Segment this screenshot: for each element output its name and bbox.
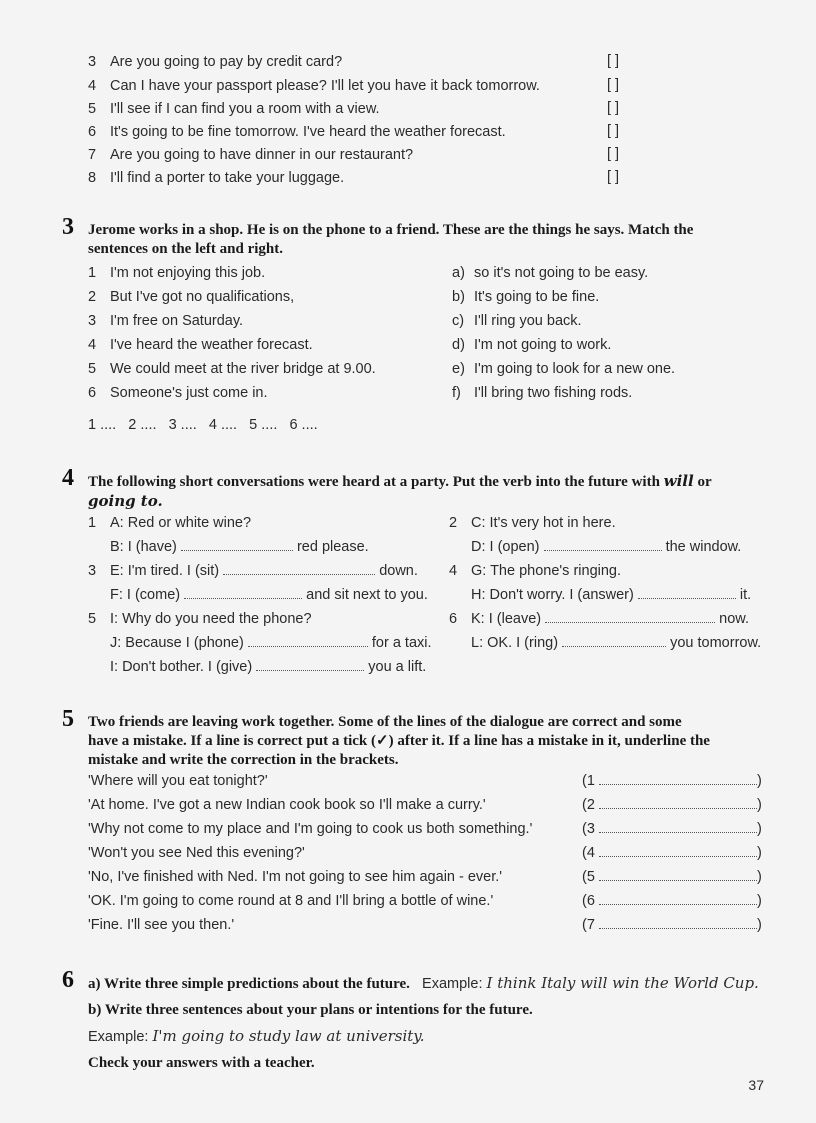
dialogue-line[interactable]: 'Fine. I'll see you then.' xyxy=(88,917,235,933)
conversation-line: 4 G: The phone's ringing. xyxy=(449,563,622,579)
blank[interactable] xyxy=(545,610,715,623)
conversation-line: L: OK. I (ring) you tomorrow. xyxy=(471,635,762,651)
dialogue-line[interactable]: 'Why not come to my place and I'm going to cook us both something.' xyxy=(88,821,533,837)
list-item: b) It's going to be fine. xyxy=(452,289,600,305)
conversation-line: 1 A: Red or white wine? xyxy=(88,515,252,531)
conversation-line: B: I (have) red please. xyxy=(110,539,369,555)
correction-bracket[interactable]: (1 ) xyxy=(582,773,762,789)
list-item: 7 Are you going to have dinner in our restaurant? xyxy=(88,147,414,163)
answer-bracket[interactable]: [ ] xyxy=(607,169,620,185)
blank[interactable] xyxy=(544,538,662,551)
list-item: 4 Can I have your passport please? I'll let you have it back tomorrow. xyxy=(88,78,540,94)
blank[interactable] xyxy=(638,586,736,599)
exercise-number: 5 xyxy=(62,706,74,732)
exercise-number: 6 xyxy=(62,967,74,993)
check-note: Check your answers with a teacher. xyxy=(88,1055,315,1071)
list-item: 5 We could meet at the river bridge at 9.00. xyxy=(88,361,376,377)
answer-bracket[interactable]: [ ] xyxy=(607,77,620,93)
blank[interactable] xyxy=(223,562,375,575)
answer-line[interactable]: 1 .... 2 .... 3 .... 4 .... 5 .... 6 .... xyxy=(88,417,318,433)
list-item: 3 I'm free on Saturday. xyxy=(88,313,244,329)
dialogue-line[interactable]: 'At home. I've got a new Indian cook book so I'll make a curry.' xyxy=(88,797,486,813)
correction-bracket[interactable]: (3 ) xyxy=(582,821,762,837)
list-item: 1 I'm not enjoying this job. xyxy=(88,265,266,281)
list-item: e) I'm going to look for a new one. xyxy=(452,361,676,377)
answer-bracket[interactable]: [ ] xyxy=(607,100,620,116)
task-a: a) Write three simple predictions about the future. Example: I think Italy will win the World Cup. xyxy=(88,974,759,992)
dialogue-line[interactable]: 'Where will you eat tonight?' xyxy=(88,773,268,789)
exercise-number: 3 xyxy=(62,214,74,240)
task-b: b) Write three sentences about your plans or intentions for the future. xyxy=(88,1002,533,1018)
list-item: a) so it's not going to be easy. xyxy=(452,265,649,281)
list-item: 3 Are you going to pay by credit card? xyxy=(88,54,343,70)
list-item: 2 But I've got no qualifications, xyxy=(88,289,295,305)
exercise-heading: Jerome works in a shop. He is on the phone to a friend. These are the things he says. Match the sentences on the left and right. xyxy=(88,222,694,257)
blank[interactable] xyxy=(181,538,293,551)
conversation-line: 6 K: I (leave) now. xyxy=(449,611,750,627)
blank[interactable] xyxy=(184,586,302,599)
conversation-line: 2 C: It's very hot in here. xyxy=(449,515,616,531)
list-item: 8 I'll find a porter to take your luggage. xyxy=(88,170,345,186)
page-number: 37 xyxy=(748,1077,764,1093)
correction-bracket[interactable]: (7 ) xyxy=(582,917,762,933)
exercise-heading: Two friends are leaving work together. Some of the lines of the dialogue are correct and some have a mistake. If a line is correct put a tick (✓) after it. If a line has a mistake in it, underline the mistake and write the correction in the brackets. xyxy=(88,714,710,768)
conversation-line: D: I (open) the window. xyxy=(471,539,742,555)
answer-bracket[interactable]: [ ] xyxy=(607,53,620,69)
conversation-line: J: Because I (phone) for a taxi. xyxy=(110,635,432,651)
correction-bracket[interactable]: (6 ) xyxy=(582,893,762,909)
dialogue-line[interactable]: 'Won't you see Ned this evening?' xyxy=(88,845,305,861)
answer-bracket[interactable]: [ ] xyxy=(607,146,620,162)
conversation-line: F: I (come) and sit next to you. xyxy=(110,587,428,603)
list-item: 5 I'll see if I can find you a room with a view. xyxy=(88,101,380,117)
dialogue-line[interactable]: 'OK. I'm going to come round at 8 and I'll bring a bottle of wine.' xyxy=(88,893,494,909)
correction-bracket[interactable]: (4 ) xyxy=(582,845,762,861)
blank[interactable] xyxy=(562,634,666,647)
task-b-example: Example: I'm going to study law at university. xyxy=(88,1027,425,1045)
correction-bracket[interactable]: (2 ) xyxy=(582,797,762,813)
conversation-line: 3 E: I'm tired. I (sit) down. xyxy=(88,563,418,579)
list-item: 6 It's going to be fine tomorrow. I've heard the weather forecast. xyxy=(88,124,506,140)
conversation-line: H: Don't worry. I (answer) it. xyxy=(471,587,752,603)
list-item: 4 I've heard the weather forecast. xyxy=(88,337,313,353)
list-item: c) I'll ring you back. xyxy=(452,313,582,329)
list-item: d) I'm not going to work. xyxy=(452,337,612,353)
list-item: f) I'll bring two fishing rods. xyxy=(452,385,633,401)
conversation-line: 5 I: Why do you need the phone? xyxy=(88,611,312,627)
blank[interactable] xyxy=(256,658,364,671)
list-item: 6 Someone's just come in. xyxy=(88,385,268,401)
exercise-heading: The following short conversations were heard at a party. Put the verb into the future with will or going to. xyxy=(88,472,712,510)
conversation-line: I: Don't bother. I (give) you a lift. xyxy=(110,659,427,675)
dialogue-line[interactable]: 'No, I've finished with Ned. I'm not going to see him again - ever.' xyxy=(88,869,503,885)
blank[interactable] xyxy=(248,634,368,647)
answer-bracket[interactable]: [ ] xyxy=(607,123,620,139)
exercise-number: 4 xyxy=(62,465,74,491)
correction-bracket[interactable]: (5 ) xyxy=(582,869,762,885)
